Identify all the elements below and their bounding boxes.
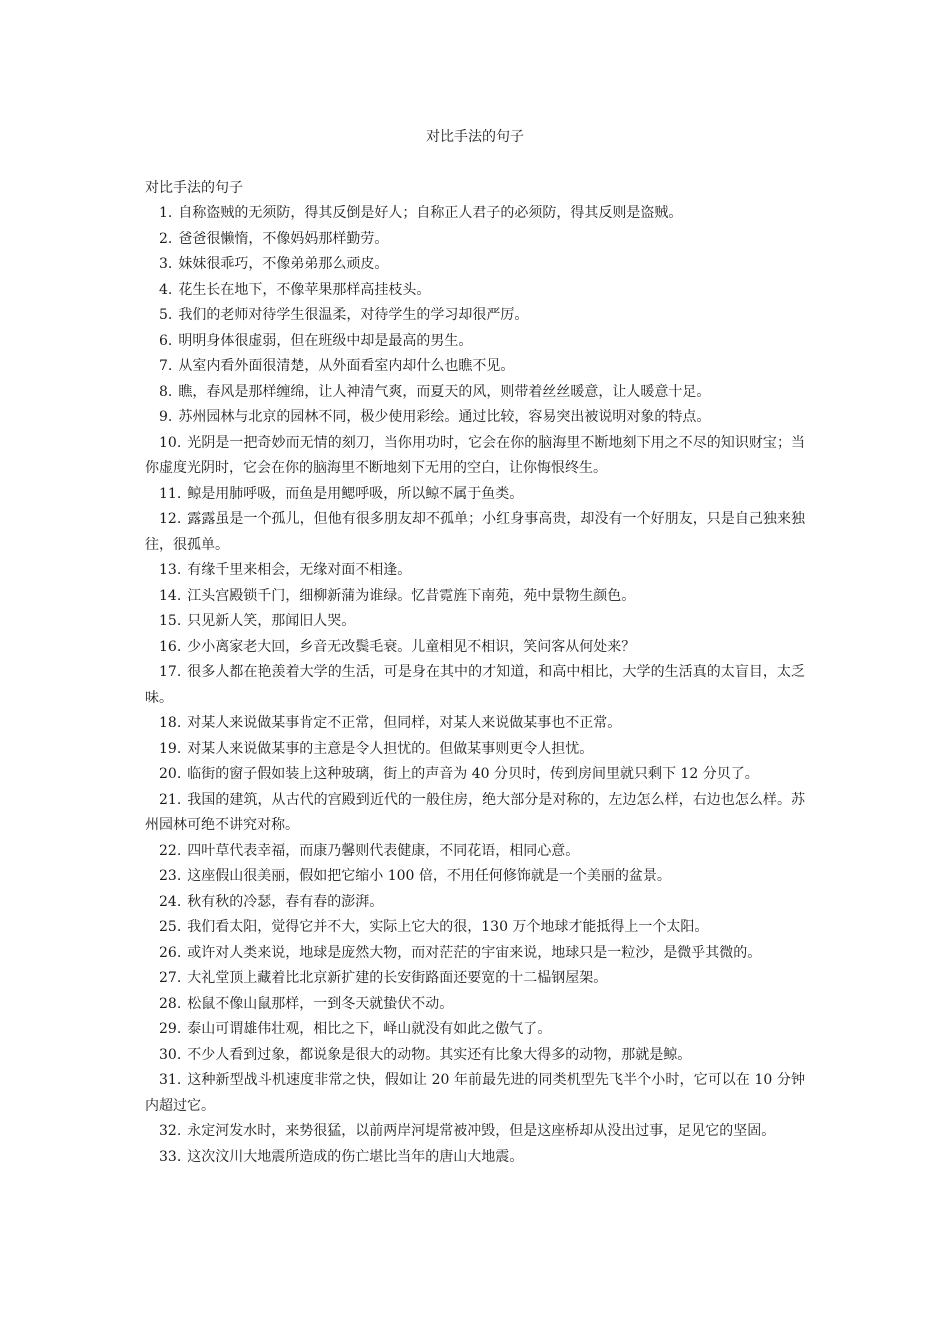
list-item — [145, 711, 805, 737]
list-item — [145, 380, 805, 406]
list-item — [145, 609, 805, 635]
sentence-list — [145, 201, 805, 1170]
list-item — [145, 507, 805, 558]
list-item — [145, 252, 805, 278]
item-text: 我国的建筑，从古代的宫殿到近代的一般住房，绝大部分是对称的，左边怎么样，右边也怎么样。苏州园林可绝不讲究对称。 — [145, 791, 805, 833]
item-text: 不少人看到过象，都说象是很大的动物。其实还有比象大得多的动物，那就是鲸。 — [187, 1046, 692, 1063]
list-item — [145, 1119, 805, 1145]
item-text: 苏州园林与北京的园林不同，极少使用彩绘。通过比较，容易突出被说明对象的特点。 — [178, 409, 711, 425]
list-item — [145, 762, 805, 788]
item-text: 瞧，春风是那样缠绵，让人神清气爽，而夏天的风，则带着丝丝暖意，让人暖意十足。 — [178, 383, 711, 400]
item-text: 大礼堂顶上藏着比北京新扩建的长安街路面还要宽的十二榀钢屋架。 — [187, 970, 608, 986]
list-item — [145, 1068, 805, 1119]
item-text: 很多人都在艳羡着大学的生活，可是身在其中的才知道，和高中相比，大学的生活真的太盲目，太乏味。 — [145, 664, 805, 706]
item-number: 20. — [159, 766, 182, 782]
item-text: 或许对人类来说，地球是庞然大物，而对茫茫的宇宙来说，地球只是一粒沙，是微乎其微的。 — [187, 944, 762, 961]
item-text: 对某人来说做某事肯定不正常，但同样，对某人来说做某事也不正常。 — [187, 715, 622, 731]
item-text: 我们看太阳，觉得它并不大，实际上它大的很，130 万个地球才能抵得上一个太阳。 — [187, 919, 709, 935]
list-item — [145, 227, 805, 253]
item-text: 只见新人笑，那闻旧人哭。 — [187, 613, 356, 629]
list-item — [145, 303, 805, 329]
item-text: 这座假山很美丽，假如把它缩小 100 倍，不用任何修饰就是一个美丽的盆景。 — [187, 868, 671, 884]
item-text: 泰山可谓雄伟壮观，相比之下，峄山就没有如此之傲气了。 — [187, 1021, 552, 1037]
item-number: 8. — [159, 383, 173, 400]
list-item — [145, 941, 805, 967]
item-number: 12. — [159, 511, 182, 527]
item-number: 18. — [159, 715, 182, 731]
document-title: 对比手法的句子 — [426, 129, 524, 145]
item-text: 这次汶川大地震所造成的伤亡堪比当年的唐山大地震。 — [187, 1148, 524, 1165]
item-number: 15. — [159, 613, 182, 629]
list-item — [145, 966, 805, 992]
list-item — [145, 635, 805, 661]
item-text: 明明身体很虚弱，但在班级中却是最高的男生。 — [178, 332, 473, 349]
item-text: 自称盗贼的无须防，得其反倒是好人；自称正人君子的必须防，得其反则是盗贼。 — [178, 205, 683, 221]
item-text: 光阴是一把奇妙而无情的刻刀，当你用功时，它会在你的脑海里不断地刻下用之不尽的知识财宝；当你虚度光阴时，它会在你的脑海里不断地刻下无用的空白，让你悔恨终生。 — [145, 434, 805, 476]
item-number: 10. — [159, 434, 182, 451]
list-item — [145, 737, 805, 763]
item-number: 27. — [159, 970, 182, 986]
list-item — [145, 890, 805, 916]
item-number: 16. — [159, 638, 182, 655]
item-number: 1. — [159, 205, 173, 221]
item-text: 从室内看外面很清楚，从外面看室内却什么也瞧不见。 — [178, 358, 515, 374]
item-text: 我们的老师对待学生很温柔，对待学生的学习却很严厉。 — [178, 307, 529, 323]
item-number: 29. — [159, 1021, 182, 1037]
item-text: 少小离家老大回，乡音无改鬓毛衰。儿童相见不相识，笑问客从何处来？ — [187, 638, 636, 655]
list-item — [145, 1043, 805, 1069]
list-item — [145, 660, 805, 711]
list-item — [145, 1017, 805, 1043]
item-number: 19. — [159, 740, 182, 757]
list-item — [145, 431, 805, 482]
item-text: 爸爸很懒惰，不像妈妈那样勤劳。 — [178, 230, 389, 247]
item-number: 17. — [159, 664, 182, 680]
item-number: 14. — [159, 587, 182, 604]
list-item — [145, 584, 805, 610]
item-number: 23. — [159, 868, 182, 884]
list-item — [145, 1145, 805, 1171]
item-number: 3. — [159, 256, 173, 272]
item-number: 9. — [159, 409, 173, 425]
item-text: 秋有秋的冷瑟，春有春的澎湃。 — [187, 893, 384, 910]
list-item — [145, 839, 805, 865]
list-item — [145, 405, 805, 431]
list-item — [145, 864, 805, 890]
list-item — [145, 354, 805, 380]
item-number: 4. — [159, 281, 173, 298]
item-number: 6. — [159, 332, 173, 349]
item-number: 31. — [159, 1072, 182, 1088]
item-text: 妹妹很乖巧，不像弟弟那么顽皮。 — [178, 256, 389, 272]
item-text: 临街的窗子假如装上这种玻璃，街上的声音为 40 分贝时，传到房间里就只剩下 12 分贝了。 — [187, 766, 759, 782]
item-text: 鲸是用肺呼吸，而鱼是用鳃呼吸，所以鲸不属于鱼类。 — [187, 485, 524, 502]
item-text: 露露虽是一个孤儿，但他有很多朋友却不孤单；小红身事高贵，却没有一个好朋友，只是自己独来独往，很孤单。 — [145, 511, 805, 553]
item-number: 7. — [159, 358, 173, 374]
item-number: 28. — [159, 995, 182, 1012]
document-subtitle: 对比手法的句子 — [145, 180, 243, 196]
item-number: 33. — [159, 1148, 182, 1165]
item-text: 对某人来说做某事的主意是令人担忧的。但做某事则更令人担忧。 — [187, 740, 594, 757]
item-number: 25. — [159, 919, 182, 935]
item-text: 江头宫殿锁千门，细柳新蒲为谁绿。忆昔霓旌下南苑，苑中景物生颜色。 — [187, 587, 636, 604]
list-item — [145, 329, 805, 355]
item-number: 22. — [159, 842, 182, 859]
item-number: 21. — [159, 791, 182, 808]
item-number: 13. — [159, 562, 182, 578]
item-text: 这种新型战斗机速度非常之快，假如让 20 年前最先进的同类机型先飞半个小时，它可以在 10 分钟内超过它。 — [145, 1072, 805, 1114]
item-text: 永定河发水时，来势很猛，以前两岸河堤常被冲毁，但是这座桥却从没出过事，足见它的坚固。 — [187, 1123, 776, 1139]
item-number: 2. — [159, 230, 173, 247]
item-text: 四叶草代表幸福，而康乃馨则代表健康，不同花语，相同心意。 — [187, 842, 580, 859]
list-item — [145, 992, 805, 1018]
list-item — [145, 278, 805, 304]
item-text: 花生长在地下，不像苹果那样高挂枝头。 — [178, 281, 431, 298]
list-item — [145, 915, 805, 941]
item-number: 11. — [159, 485, 182, 502]
item-number: 30. — [159, 1046, 182, 1063]
item-number: 32. — [159, 1123, 182, 1139]
list-item — [145, 788, 805, 839]
item-number: 24. — [159, 893, 182, 910]
item-number: 26. — [159, 944, 182, 961]
item-number: 5. — [159, 307, 173, 323]
item-text: 松鼠不像山鼠那样，一到冬天就蛰伏不动。 — [187, 995, 454, 1012]
list-item — [145, 558, 805, 584]
list-item — [145, 482, 805, 508]
list-item — [145, 201, 805, 227]
item-text: 有缘千里来相会，无缘对面不相逢。 — [187, 562, 412, 578]
